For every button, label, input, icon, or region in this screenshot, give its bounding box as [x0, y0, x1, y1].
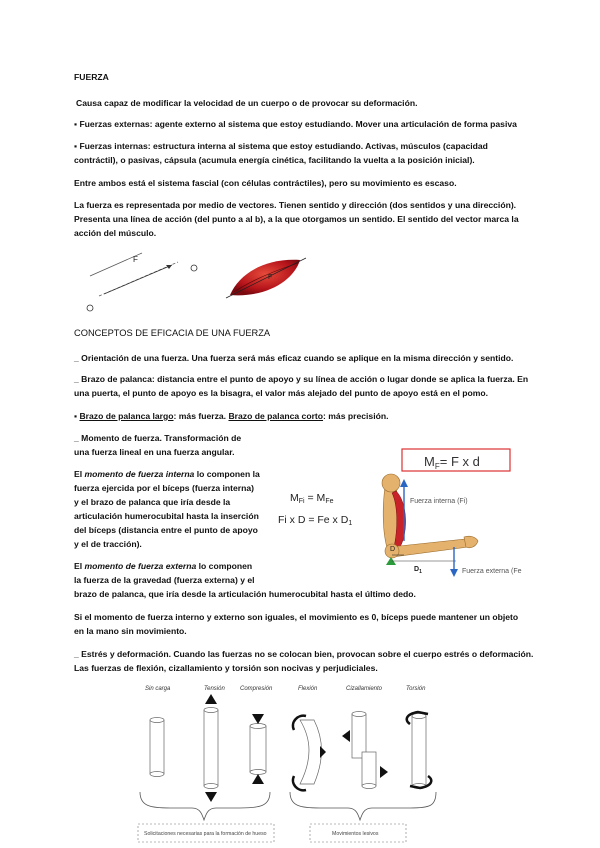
point-a-icon: [87, 305, 93, 311]
page-title: FUERZA: [74, 72, 109, 82]
shoulder-joint: [382, 474, 400, 492]
vectors-line-3: acción del músculo.: [74, 228, 157, 238]
internal-moment-line-4: articulación humerocubital hasta la inserción: [74, 511, 259, 521]
cylinder-sin-carga: [150, 718, 164, 777]
equilibrium-line-2: en la mano sin movimiento.: [74, 626, 187, 636]
section-title: CONCEPTOS DE EFICACIA DE UNA FUERZA: [74, 328, 271, 338]
equilibrium-line-1: Si el momento de fuerza interno y externo son iguales, el movimiento es 0, bíceps puede mantener un objeto: [74, 612, 519, 622]
internal-moment-line-5: del bíceps (distancia entre el punto de apoyo: [74, 525, 258, 535]
fascial-text: Entre ambos está el sistema fascial (con células contráctiles), pero su movimiento es escaso.: [74, 178, 457, 188]
internal-moment-line-6: y el de tracción).: [74, 539, 142, 549]
muscle-f-label: F: [268, 274, 273, 281]
cylinder-compresion: [250, 724, 266, 775]
lever-line-1: _ Brazo de palanca: distancia entre el punto de apoyo y su línea de acción o lugar donde se aplica la fuerza. En: [74, 374, 529, 384]
box-formacion-hueso-label: Solicitaciones necesarias para la formación de hueso: [144, 831, 267, 837]
moment-line-2: una fuerza lineal en una fuerza angular.: [74, 447, 235, 457]
external-moment-line-1: El momento de fuerza externa lo componen: [74, 561, 253, 571]
label-compresion: Compresión: [240, 686, 273, 692]
brace-left: [140, 792, 270, 820]
moment-line-1: _ Momento de fuerza. Transformación de: [74, 433, 242, 443]
label-cizallamiento: Cizallamiento: [346, 686, 383, 692]
cylinder-flexion: [300, 720, 322, 784]
shear-left-arrow-icon: [342, 730, 350, 742]
internal-moment-line-1: El momento de fuerza interna lo componen la: [74, 469, 260, 479]
lever-line-2: una puerta, el punto de apoyo es la bisagra, el valor más alejado del punto de apoyo está en el pomo.: [74, 388, 489, 398]
label-tension: Tensión: [204, 686, 225, 692]
vectors-line-2: Presenta una línea de acción (del punto a al b), a la que otorgamos un sentido. El sentido del vector marca la: [74, 214, 519, 224]
muscle-illustration: [222, 250, 312, 310]
internal-moment-line-3: y el brazo de palanca que iría desde la: [74, 497, 231, 507]
brace-right: [290, 792, 436, 820]
lever-types-text: ▪ Brazo de palanca largo: más fuerza. Brazo de palanca corto: más precisión.: [74, 411, 389, 421]
external-moment-line-3: brazo de palanca, que iría desde la articulación humerocubital hasta el último dedo.: [74, 589, 416, 599]
compression-down-arrow-icon: [252, 714, 264, 724]
hand: [464, 536, 478, 548]
formula-text: $M_F= F$ x d: [424, 454, 480, 471]
vectors-line-1: La fuerza es representada por medio de vectores. Tienen sentido y dirección (dos sentidos y una dirección).: [74, 200, 517, 210]
stress-line-2: Las fuerzas de flexión, cizallamiento y torsión son nocivas y perjudiciales.: [74, 663, 378, 673]
bullet-icon: ▪: [74, 141, 78, 151]
cylinders-cizallamiento: [352, 712, 376, 789]
bullet-icon: ▪: [74, 119, 78, 129]
shear-right-arrow-icon: [380, 766, 388, 778]
equation-moments: MFi = MFe: [290, 492, 334, 505]
label-flexion: Flexión: [298, 686, 318, 692]
external-moment-line-2: la fuerza de la gravedad (fuerza externa) y el: [74, 575, 255, 585]
vector-diagram: [80, 250, 210, 320]
tension-down-arrow-icon: [205, 792, 217, 802]
point-b-icon: [191, 265, 197, 271]
flexion-side-arrow-icon: [320, 746, 326, 758]
orientation-text: _ Orientación de una fuerza. Una fuerza será más eficaz cuando se aplique en la misma dirección y sentido.: [74, 353, 514, 363]
internal-force-arrow-icon: [400, 479, 408, 487]
internal-moment-line-2: fuerza ejercida por el bíceps (fuerza interna): [74, 483, 255, 493]
definition-text: Causa capaz de modificar la velocidad de un cuerpo o de provocar su deformación.: [76, 98, 418, 108]
equation-forces: Fi x D = Fe x D1: [278, 514, 353, 527]
external-force-label: Fuerza externa (Fe: [462, 568, 522, 575]
moment-of-force-figure: [278, 443, 528, 583]
internal-forces-line-1: ▪ Fuerzas internas: estructura interna al sistema que estoy estudiando. Activas, músculos (capacidad: [74, 141, 488, 151]
d-label: D: [390, 546, 396, 553]
external-forces-text: ▪ Fuerzas externas: agente externo al sistema que estoy estudiando. Mover una articulación de forma pasiva: [74, 119, 517, 129]
external-force-arrow-icon: [450, 569, 458, 577]
label-torsion: Torsión: [406, 686, 426, 692]
d1-label: $D_1$: [414, 566, 422, 575]
internal-forces-line-2: contráctil), o pasivas, cápsula (acumula energía cinética, facilitando la vuelta a la posición inicial).: [74, 155, 475, 165]
internal-force-label: Fuerza interna (Fi): [410, 498, 468, 505]
label-sin-carga: Sin carga: [145, 686, 171, 692]
box-movimientos-lesivos-label: Movimientos lesivos: [332, 831, 379, 837]
stress-line-1: _ Estrés y deformación. Cuando las fuerzas no se colocan bien, provocan sobre el cuerpo estrés o deformación.: [74, 649, 534, 659]
bullet-icon: ▪: [74, 411, 78, 421]
tension-up-arrow-icon: [205, 694, 217, 704]
cylinder-tension: [204, 708, 218, 789]
cylinder-torsion: [412, 714, 426, 789]
deformation-figure: [130, 680, 460, 848]
compression-up-arrow-icon: [252, 774, 264, 784]
vector-f-label: F: [133, 255, 138, 264]
